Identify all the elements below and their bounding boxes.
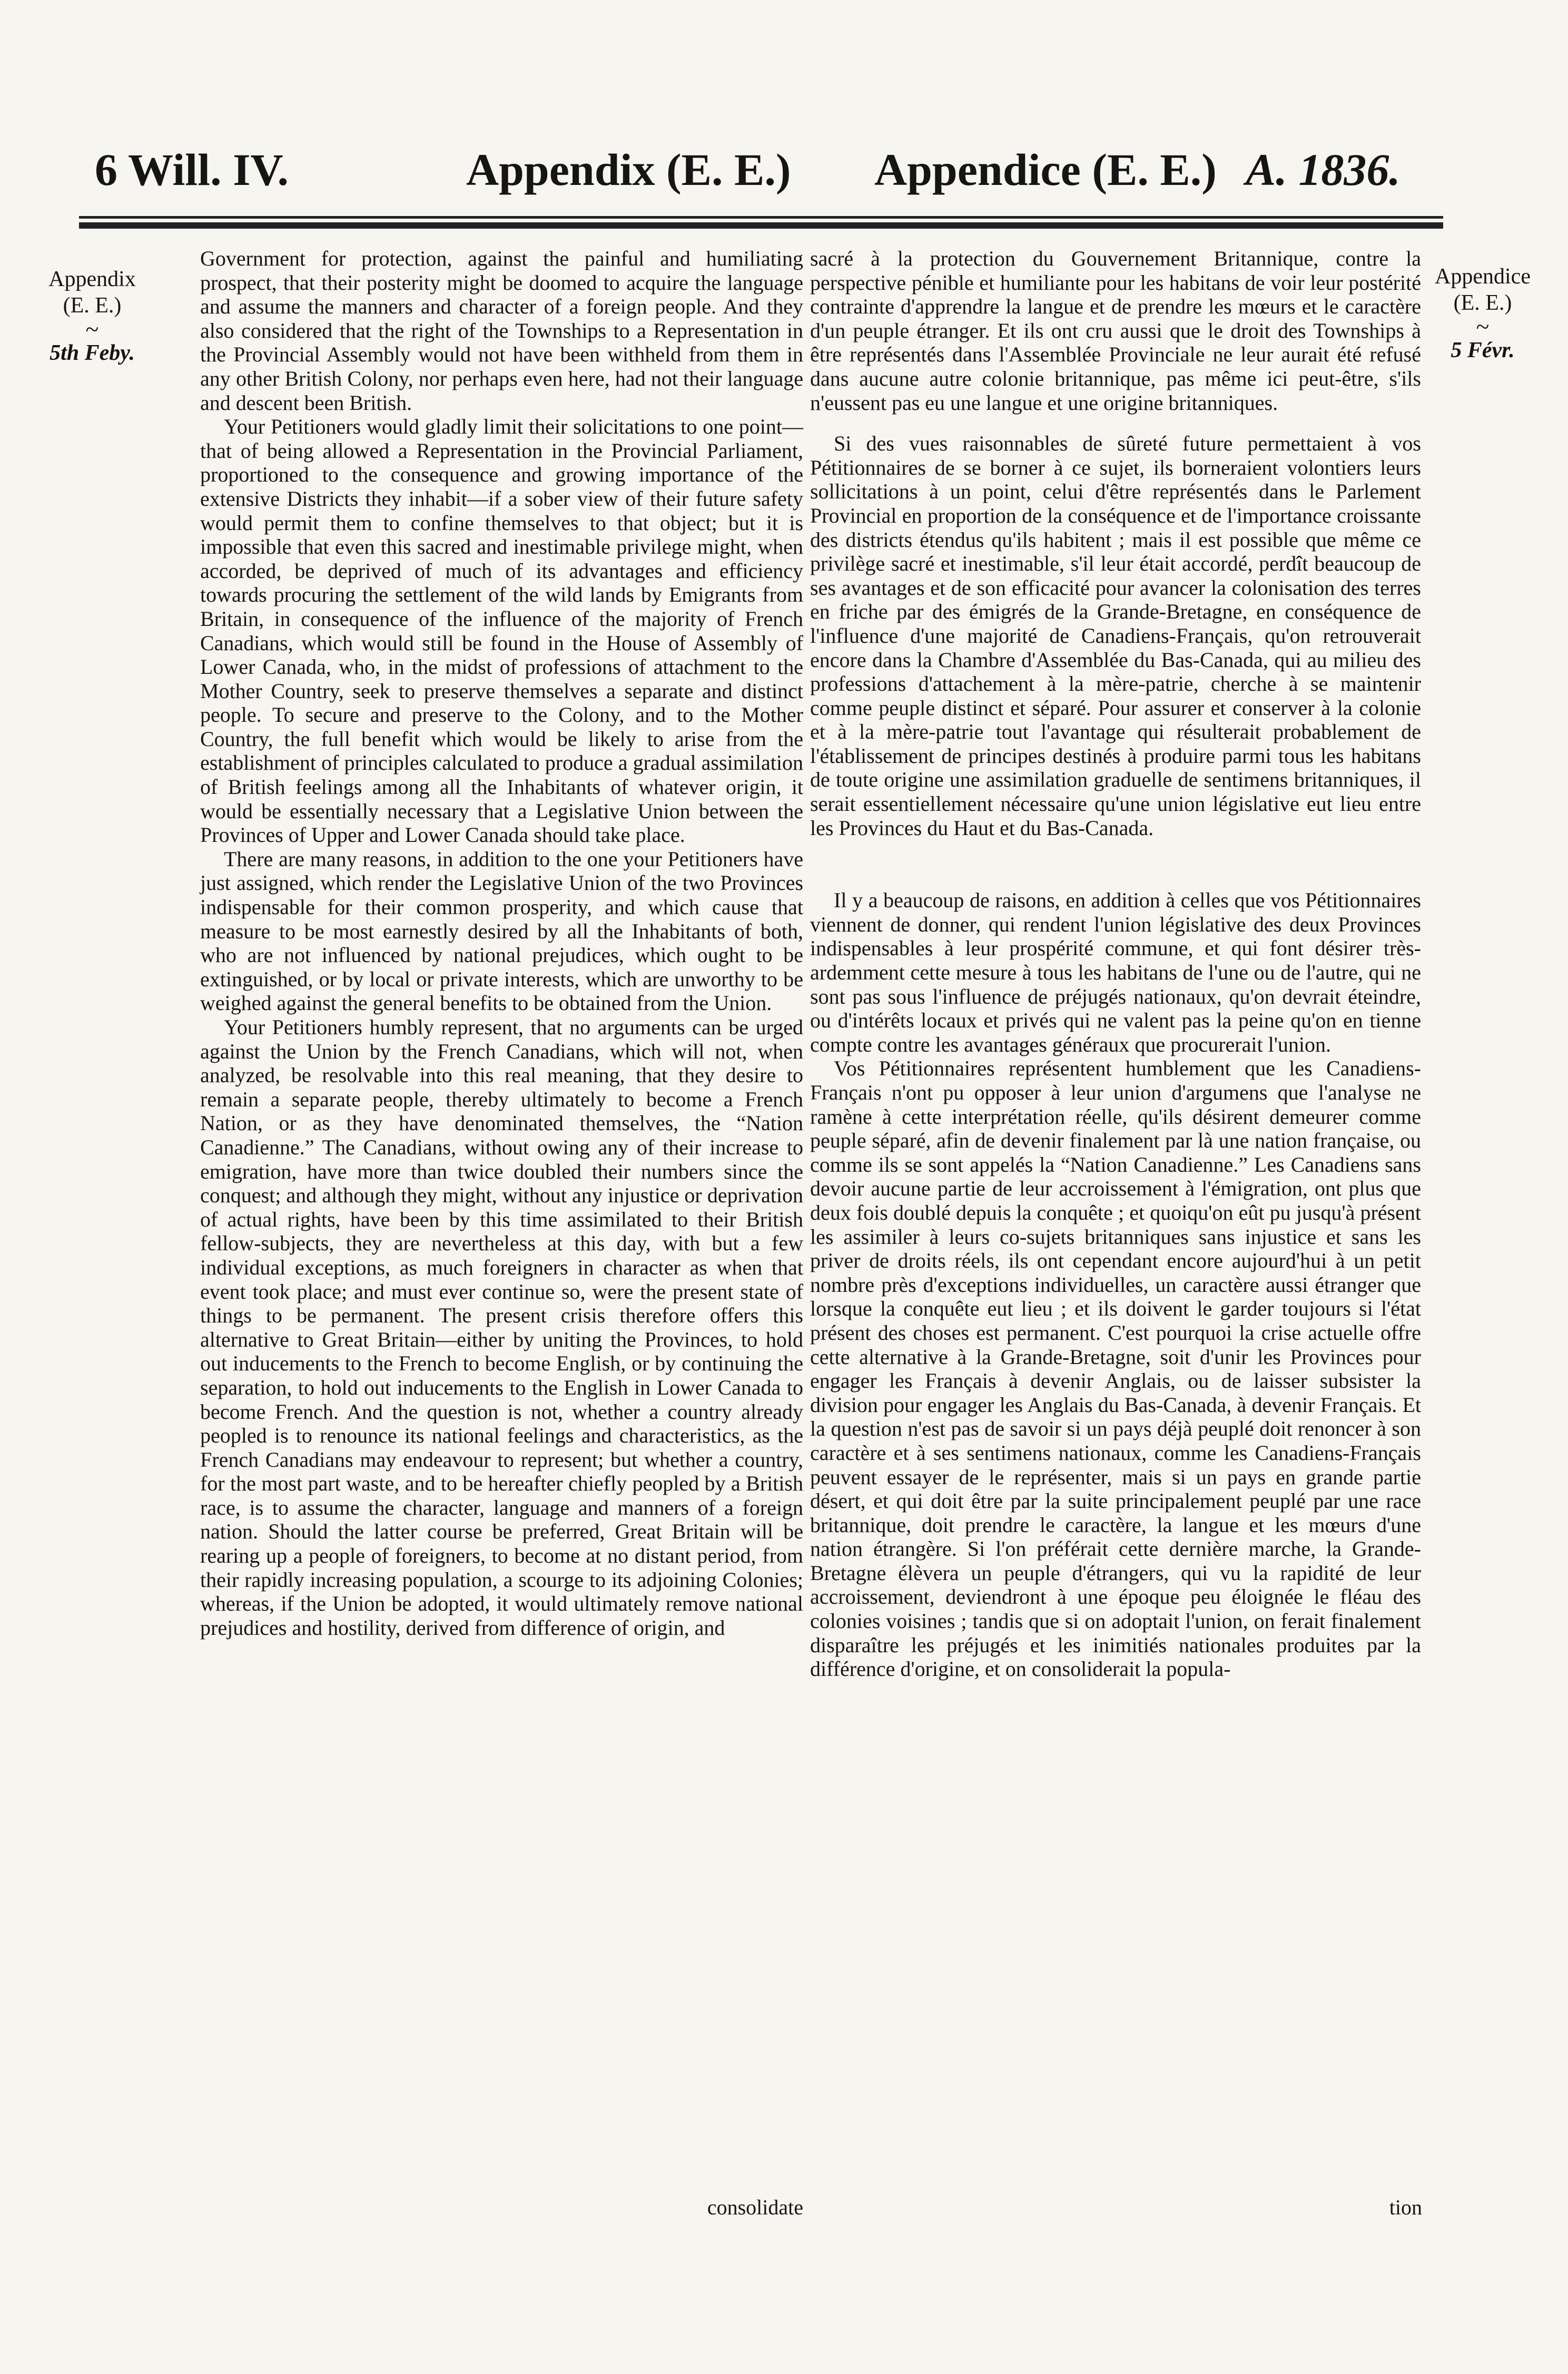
header-rule-thick <box>79 222 1443 229</box>
margin-note-label: Appendix <box>48 267 136 291</box>
english-paragraph: There are many reasons, in addition to the one your Petitioners have just assigned, which render the Legislative Union of the two Provinces indispensable for their common prosperity, and which cause that measure to be most earnestly desired by all the Inhabitants of both, who are not influenced by national prejudices, which ought to be extinguished, or by local or private interests, which are unworthy to be weighed against the general benefits to be obtained from the Union. <box>200 847 803 1015</box>
english-paragraph: Your Petitioners humbly represent, that no arguments can be urged against the Union by the French Canadians, which will not, when analyzed, be resolvable into this real meaning, that they desire to remain a separate people, thereby ultimately to become a French Nation, or as they have denominated themselves, the “Nation Canadienne.” The Canadians, without owing any of their increase to emigration, have more than twice doubled their numbers since the conquest; and although they might, without any injustice or deprivation of actual rights, have been by this time assimilated to their British fellow-subjects, they are nevertheless at this day, with but a few individual exceptions, as much foreigners in character as when that event took place; and must ever continue so, were the present state of things to be permanent. The present crisis therefore offers this alternative to Great Britain—either by uniting the Provinces, to hold out inducements to the French to become English, or by continuing the separation, to hold out inducements to the English in Lower Canada to become French. And the question is not, whether a country already peopled is to renounce its national feelings and characteristics, as the French Canadians may endeavour to represent; but whether a country, for the most part waste, and to be hereafter chiefly peopled by a British race, is to assume the character, language and manners of a foreign nation. Should the latter course be preferred, Great Britain will be rearing up a people of foreigners, to become at no distant period, from their rapidly increasing population, a scourge to its adjoining Colonies; whereas, if the Union be adopted, it would ultimately remove national prejudices and hostility, derived from difference of origin, and <box>200 1015 803 1640</box>
french-column <box>810 247 1421 1681</box>
running-header-appendix-fr: Appendice (E. E.) <box>874 144 1217 195</box>
margin-note-label: Appendice <box>1435 264 1531 289</box>
margin-note-right <box>1422 263 1543 364</box>
margin-note-left <box>32 266 153 366</box>
english-column <box>200 247 803 1640</box>
catchword-french: tion <box>1389 2195 1422 2219</box>
french-paragraph: sacré à la protection du Gouvernement Britannique, contre la perspective pénible et humiliante pour les habitans de voir leur postérité contrainte d'apprendre la langue et de prendre les mœurs et le caractère d'un peuple étranger. Et ils ont cru aussi que le droit des Townships à être représentés dans l'Assemblée Provinciale ne leur aurait été refusé dans aucune autre colonie britannique, pas même ici peut-être, s'ils n'eussent pas eu une langue et une origine britanniques. <box>810 247 1421 415</box>
running-header-volume: 6 Will. IV. <box>95 144 289 195</box>
running-header-year: A. 1836. <box>1246 144 1401 195</box>
french-paragraph: Si des vues raisonnables de sûreté future permettaient à vos Pétitionnaires de se borner à ce sujet, ils borneraient volontiers leurs sollicitations à un point, celui d'être représentés dans le Parlement Provincial en proportion de la conséquence et de l'importance croissante des districts étendus qu'ils habitent ; mais il est possible que même ce privilège sacré et inestimable, s'il leur était accordé, perdît beaucoup de ses avantages et de son efficacité pour avancer la colonisation des terres en friche par des émigrés de la Grande-Bretagne, en conséquence de l'influence d'une majorité de Canadiens-Français, qu'on retrouverait encore dans la Chambre d'Assemblée du Bas-Canada, qui au milieu des professions d'attachement à la mère-patrie, cherche à se maintenir comme peuple distinct et séparé. Pour assurer et conserver à la colonie et à la mère-patrie tout l'avantage qui résulterait probablement de l'établissement de principes destinés à produire parmi tous les habitans de toute origine une assimilation graduelle de sentimens britanniques, il serait essentiellement nécessaire qu'une union législative eut lieu entre les Provinces du Haut et du Bas-Canada. <box>810 431 1421 840</box>
margin-note-code: (E. E.) <box>1453 291 1512 315</box>
margin-note-code: (E. E.) <box>63 293 122 318</box>
header-rule-thin <box>79 216 1443 219</box>
running-header-appendix-en: Appendix (E. E.) <box>466 144 791 195</box>
french-paragraph: Vos Pétitionnaires représentent humblement que les Canadiens-Français n'ont pu opposer à leur union d'argumens que l'analyse ne ramène à cette interprétation réelle, qu'ils désirent demeurer comme peuple séparé, afin de devenir finalement par là une nation française, ou comme ils se sont appelés la “Nation Canadienne.” Les Canadiens sans devoir aucune partie de leur accroissement à l'émigration, ont plus que deux fois doublé depuis la conquête ; et quoiqu'on eût pu jusqu'à présent les assimiler à leurs co-sujets britanniques sans injustice et sans les priver de droits réels, ils ont cependant encore aujourd'hui à un petit nombre près d'exceptions individuelles, un caractère aussi étranger que lorsque la conquête eut lieu ; et ils doivent le garder toujours si l'état présent des choses est permanent. C'est pourquoi la crise actuelle offre cette alternative à la Grande-Bretagne, soit d'unir les Provinces pour engager les Français à devenir Anglais, ou de laisser subsister la division pour engager les Anglais du Bas-Canada, à devenir Français. Et la question n'est pas de savoir si un pays déjà peuplé doit renoncer à son caractère et à ses sentimens nationaux, comme les Canadiens-Français peuvent essayer de le représenter, mais si un pays en grande partie désert, et qui doit être par la suite principalement peuplé par une race britannique, doit prendre le caractère, la langue et les mœurs d'une nation étrangère. Si l'on préférait cette dernière marche, la Grande-Bretagne élèvera un peuple d'étrangers, qui vu la rapidité de leur accroissement, deviendront à une époque peu éloignée le fléau des colonies voisines ; tandis que si on adoptait l'union, on ferait finalement disparaître les préjugés et les inimitiés nationales produites par la différence d'origine, et on consoliderait la popula- <box>810 1056 1421 1681</box>
catchword-english: consolidate <box>707 2195 803 2219</box>
swash-ornament-icon: ~ <box>1476 313 1490 340</box>
english-paragraph: Your Petitioners would gladly limit their solicitations to one point—that of being allowed a Representation in the Provincial Parliament, proportioned to the consequence and growing importance of the extensive Districts they inhabit—if a sober view of their future safety would permit them to confine themselves to that object; but it is impossible that even this sacred and inestimable privilege might, when accorded, be deprived of much of its advantages and efficiency towards procuring the settlement of the wild lands by Emigrants from Britain, in consequence of the influence of the majority of French Canadians, which would still be found in the House of Assembly of Lower Canada, who, in the midst of professions of attachment to the Mother Country, seek to preserve themselves a separate and distinct people. To secure and preserve to the Colony, and to the Mother Country, the full benefit which would be likely to arise from the establishment of principles calculated to produce a gradual assimilation of British feelings among all the Inhabitants of whatever origin, it would be essentially necessary that a Legislative Union between the Provinces of Upper and Lower Canada should take place. <box>200 415 803 847</box>
french-paragraph: Il y a beaucoup de raisons, en addition à celles que vos Pétitionnaires viennent de donner, qui rendent l'union législative des deux Provinces indispensables à leur prospérité commune, et qui font désirer très-ardemment cette mesure à tous les habitans de l'une ou de l'autre, qui ne sont pas sous l'influence de préjugés nationaux, qu'on devrait éteindre, ou d'intérêts locaux et privés qui ne valent pas la peine qu'on en tienne compte contre les avantages généraux que procurerait l'union. <box>810 888 1421 1056</box>
margin-note-date: 5th Feby. <box>50 341 135 365</box>
swash-ornament-icon: ~ <box>85 316 99 342</box>
margin-note-date: 5 Févr. <box>1451 338 1515 362</box>
english-paragraph: Government for protection, against the painful and humiliating prospect, that their posterity might be doomed to acquire the language and assume the manners and character of a foreign people. And they also considered that the right of the Townships to a Representation in the Provincial Assembly would not have been withheld from them in any other British Colony, nor perhaps even here, had not their language and descent been British. <box>200 247 803 415</box>
